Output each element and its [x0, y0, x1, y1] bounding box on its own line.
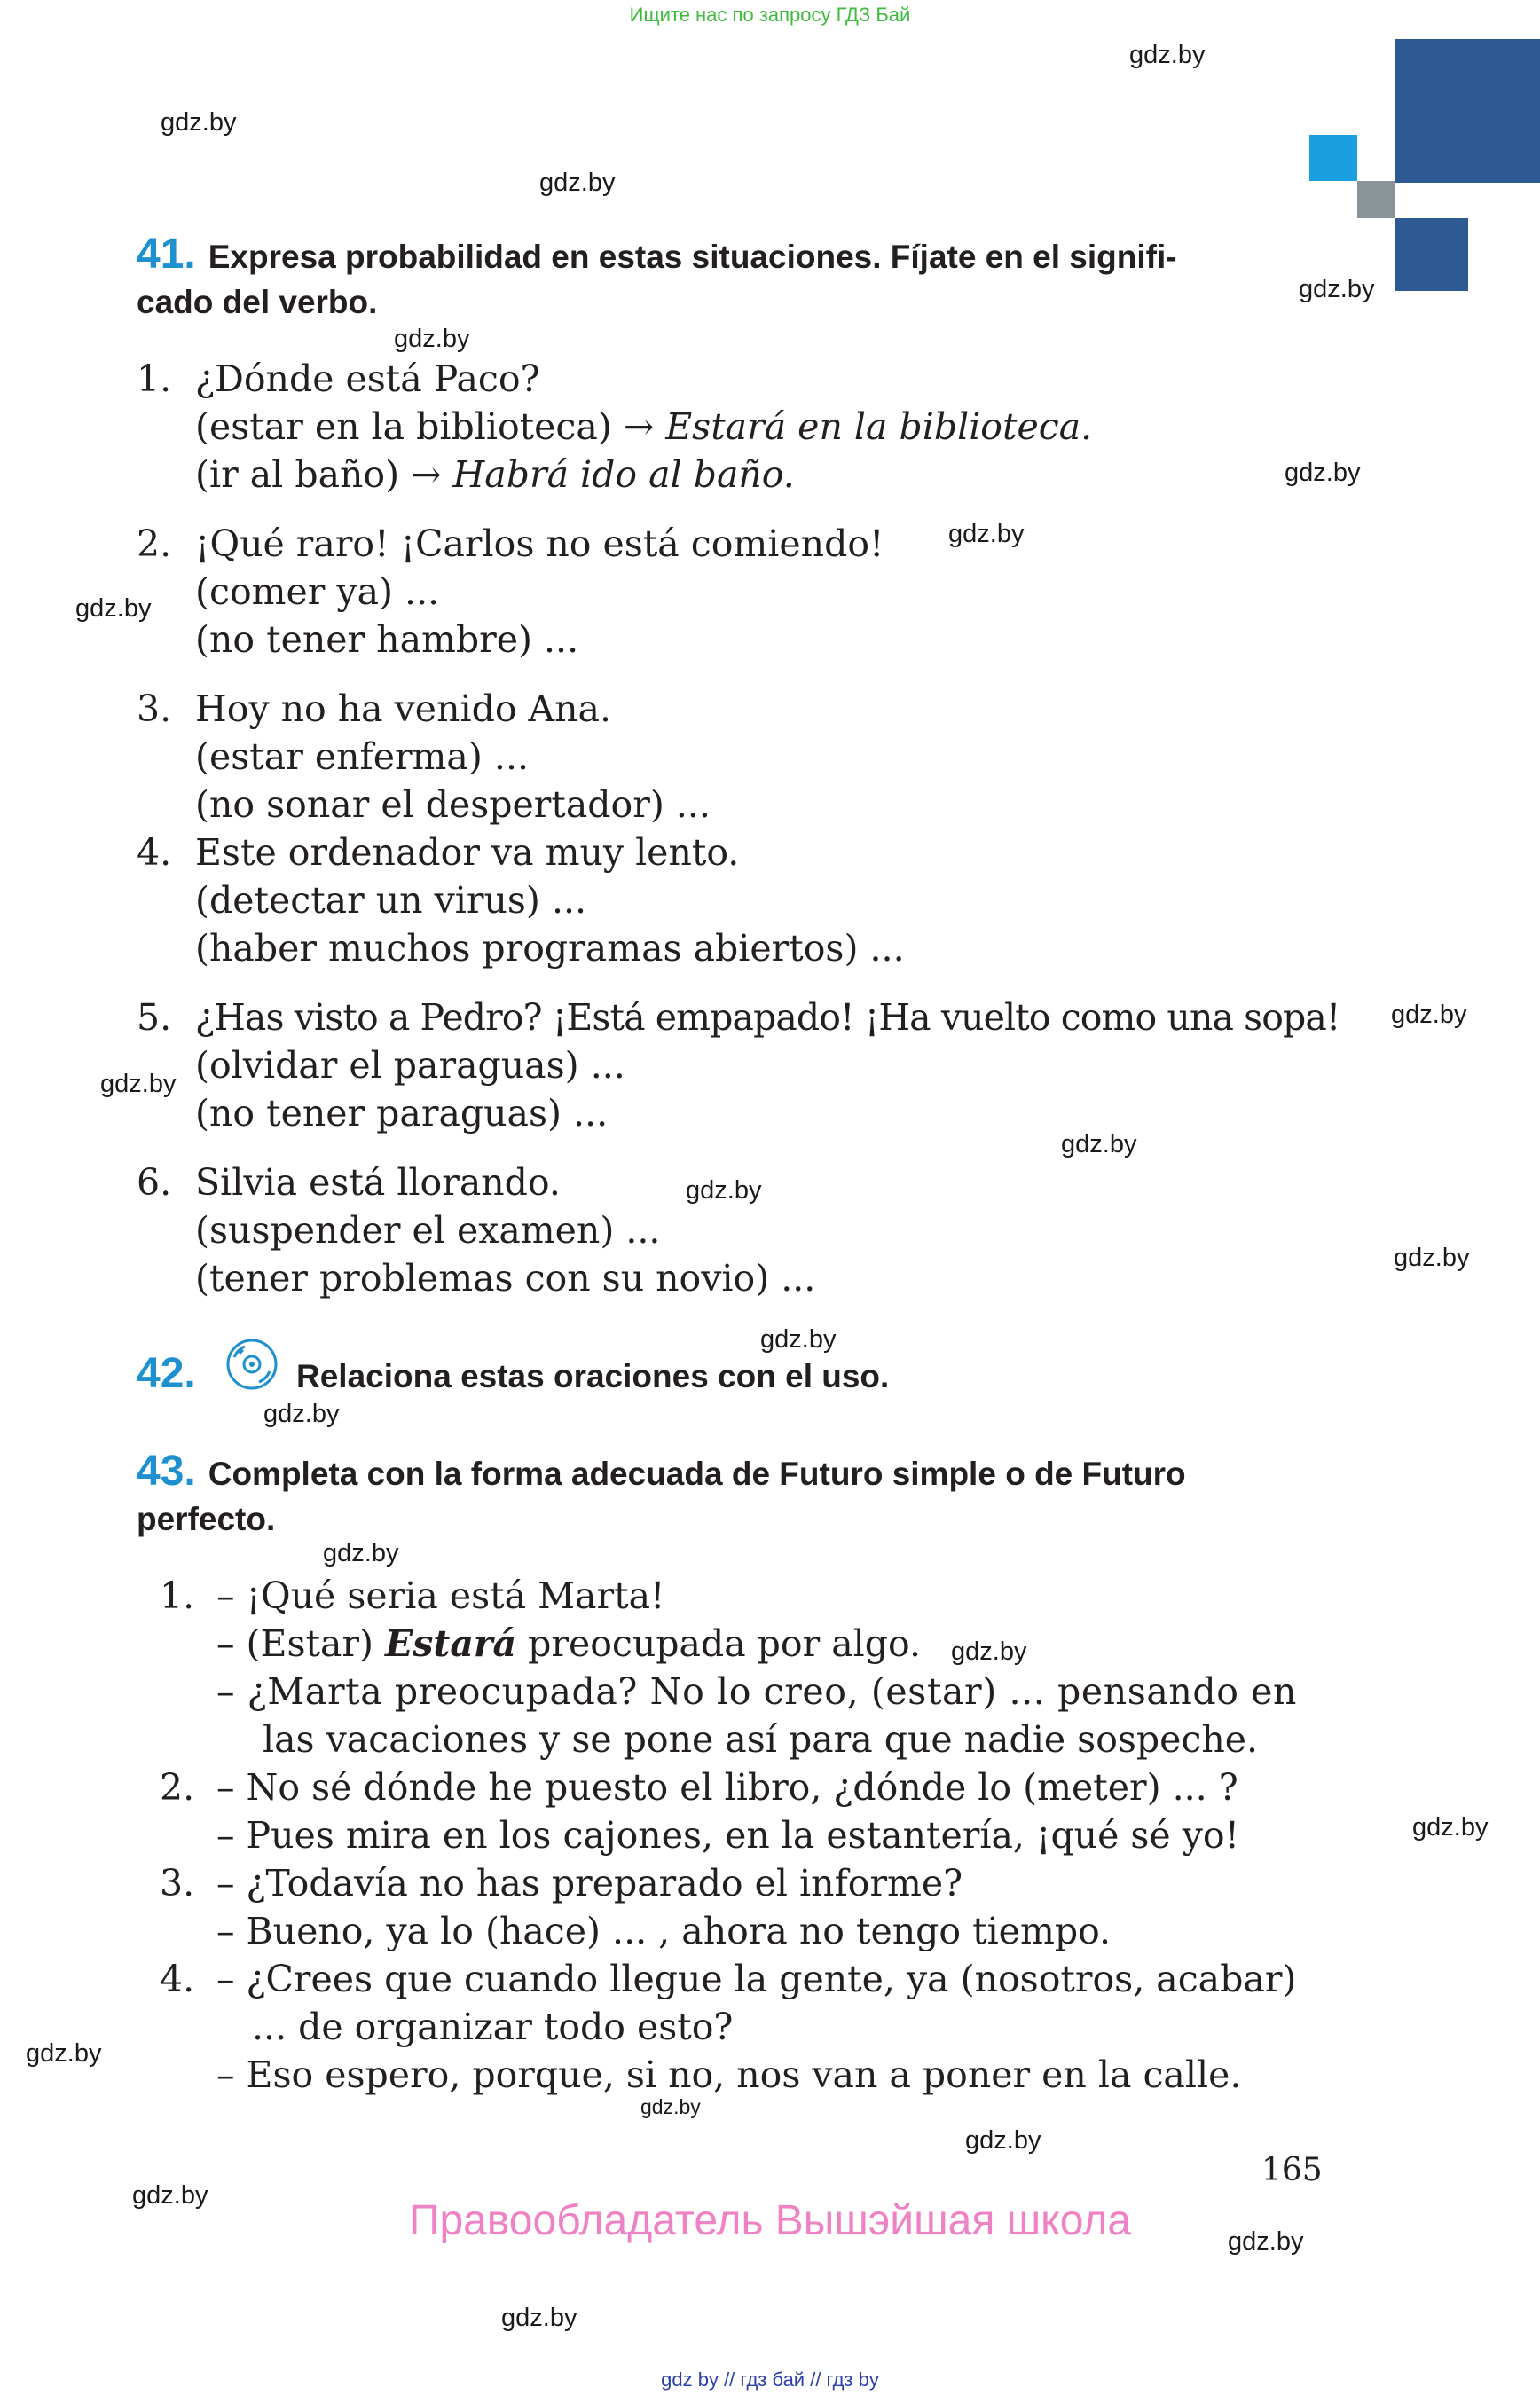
item-3-question	[137, 685, 611, 733]
item-number: 1.	[137, 357, 172, 400]
dialog-2-line-a: – No sé dónde he puesto el libro, ¿dónde lo (meter) ... ?	[216, 1766, 1238, 1809]
item-6-hint-1: (suspender el examen) ...	[195, 1209, 661, 1252]
hint-text: (estar en la biblioteca) →	[195, 405, 666, 448]
exercise-title-line: Expresa probabilidad en estas situaciones. Fíjate en el signifi-	[208, 239, 1177, 275]
watermark: gdz.by	[948, 520, 1025, 548]
watermark: gdz.by	[161, 108, 237, 137]
watermark: gdz.by	[1299, 275, 1375, 303]
dialog-1-line-a: – ¡Qué seria está Marta!	[216, 1575, 665, 1617]
item-3-hint-1: (estar enferma) ...	[195, 735, 530, 778]
exercise-41-title	[137, 232, 1177, 279]
dialog-1-line-c: – ¿Marta preocupada? No lo creo, (estar) ... pensando en	[216, 1670, 1298, 1713]
hint-text: (ir al baño) →	[195, 453, 453, 496]
decor-square-dark-small	[1395, 218, 1468, 291]
dialog-text: preocupada por algo.	[516, 1622, 922, 1665]
watermark: gdz.by	[1391, 1001, 1467, 1029]
exercise-42-number	[137, 1352, 208, 1399]
page-number: 165	[1261, 2152, 1323, 2188]
top-banner: Ищите нас по запросу ГДЗ Бай	[629, 4, 911, 26]
watermark: gdz.by	[1129, 41, 1206, 69]
item-5-question	[137, 993, 1340, 1041]
watermark: gdz.by	[965, 2126, 1041, 2155]
decor-square-grey	[1357, 181, 1395, 218]
watermark: gdz.by	[1412, 1813, 1489, 1842]
exercise-title-line: Completa con la forma adecuada de Futuro simple o de Futuro	[208, 1456, 1186, 1492]
watermark: gdz.by	[1285, 459, 1361, 487]
item-text: ¿Dónde está Paco?	[195, 357, 540, 400]
exercise-41-title-cont: cado del verbo.	[137, 284, 378, 320]
exercise-number: 41.	[137, 231, 196, 278]
item-5-hint-1: (olvidar el paraguas) ...	[195, 1044, 625, 1087]
item-text: Hoy no ha venido Ana.	[195, 687, 612, 730]
watermark: gdz.by	[640, 2095, 701, 2118]
dialog-4-line-c: – Eso espero, porque, si no, nos van a poner en la calle.	[216, 2054, 1242, 2096]
item-4-hint-1: (detectar un virus) ...	[195, 879, 587, 922]
audio-cd-icon	[225, 1338, 279, 1391]
item-1-hint-2	[195, 451, 795, 499]
item-4-hint-2: (haber muchos programas abiertos) ...	[195, 927, 905, 970]
watermark: gdz.by	[1228, 2227, 1304, 2256]
watermark: gdz.by	[1061, 1130, 1137, 1158]
answer-text: Habrá ido al baño.	[452, 453, 795, 496]
dialog-4-number: 4.	[160, 1958, 195, 2000]
item-number: 6.	[137, 1161, 172, 1204]
exercise-43-title	[137, 1449, 1186, 1496]
watermark: gdz.by	[1394, 1244, 1470, 1272]
decor-square-light	[1309, 135, 1357, 181]
footer-links: gdz by // гдз бай // гдз by	[661, 2368, 879, 2391]
item-3-hint-2: (no sonar el despertador) ...	[195, 783, 711, 826]
item-6-question	[137, 1158, 561, 1206]
item-2-hint-1: (comer ya) ...	[195, 570, 440, 613]
watermark: gdz.by	[75, 594, 152, 623]
item-number: 5.	[137, 996, 172, 1039]
watermark: gdz.by	[686, 1176, 762, 1205]
item-text: Silvia está llorando.	[195, 1161, 561, 1204]
item-text: ¡Qué raro! ¡Carlos no está comiendo!	[195, 522, 884, 565]
watermark: gdz.by	[539, 169, 616, 197]
dialog-4-line-a: – ¿Crees que cuando llegue la gente, ya (nosotros, acabar)	[216, 1958, 1297, 2000]
exercise-number: 42.	[137, 1350, 196, 1397]
answer-text: Estará en la biblioteca.	[665, 405, 1093, 448]
dialog-3-number: 3.	[160, 1862, 195, 1904]
dialog-3-line-a: – ¿Todavía no has preparado el informe?	[216, 1862, 963, 1904]
watermark: gdz.by	[100, 1070, 177, 1098]
decor-square-dark-large	[1395, 39, 1540, 183]
dialog-2-line-b: – Pues mira en los cajones, en la estantería, ¡qué sé yo!	[216, 1814, 1240, 1857]
dialog-3-line-b: – Bueno, ya lo (hace) ... , ahora no tengo tiempo.	[216, 1910, 1112, 1952]
dialog-1-line-d: las vacaciones y se pone así para que nadie sospeche.	[263, 1718, 1259, 1761]
exercise-42-title: Relaciona estas oraciones con el uso.	[296, 1358, 890, 1394]
item-number: 2.	[137, 522, 172, 565]
item-4-question	[137, 828, 739, 876]
item-text: ¿Has visto a Pedro? ¡Está empapado! ¡Ha vuelto como una sopa!	[195, 996, 1340, 1039]
dialog-text: – (Estar)	[216, 1622, 386, 1665]
watermark: gdz.by	[394, 325, 470, 353]
item-number: 3.	[137, 687, 172, 730]
watermark: gdz.by	[323, 1539, 399, 1567]
item-text: Este ordenador va muy lento.	[195, 831, 740, 874]
dialog-1-line-b	[216, 1620, 921, 1668]
watermark: gdz.by	[951, 1637, 1027, 1666]
watermark: gdz.by	[263, 1400, 340, 1428]
item-number: 4.	[137, 831, 172, 874]
dialog-1-number: 1.	[160, 1575, 195, 1617]
item-2-question	[137, 520, 884, 568]
rights-holder: Правообладатель Вышэйшая школа	[408, 2197, 1132, 2244]
answer-text: Estará	[385, 1622, 517, 1665]
item-2-hint-2: (no tener hambre) ...	[195, 618, 579, 661]
watermark: gdz.by	[26, 2039, 102, 2068]
watermark: gdz.by	[501, 2304, 578, 2332]
item-6-hint-2: (tener problemas con su novio) ...	[195, 1257, 816, 1300]
item-1-question	[137, 355, 540, 403]
item-5-hint-2: (no tener paraguas) ...	[195, 1092, 609, 1135]
dialog-4-line-b: ... de organizar todo esto?	[252, 2006, 734, 2048]
exercise-number: 43.	[137, 1448, 196, 1495]
exercise-43-title-cont: perfecto.	[137, 1501, 276, 1537]
watermark: gdz.by	[760, 1325, 837, 1354]
watermark: gdz.by	[132, 2181, 208, 2210]
dialog-2-number: 2.	[160, 1766, 195, 1809]
item-1-hint-1	[195, 403, 1092, 451]
